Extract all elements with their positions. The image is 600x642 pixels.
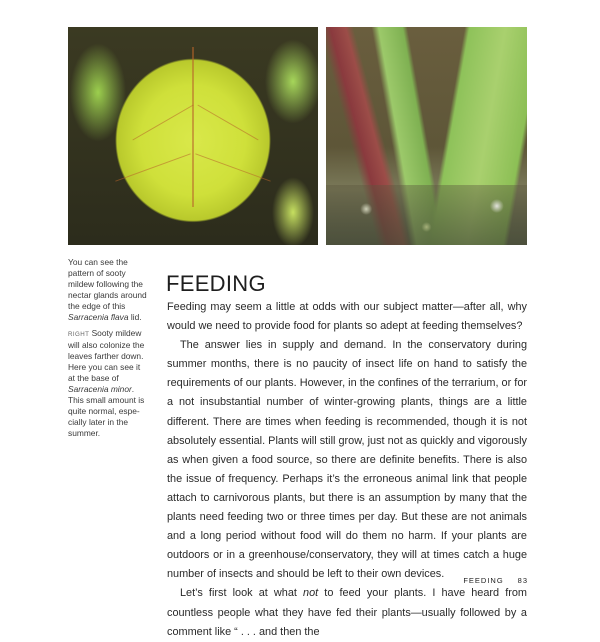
body-paragraph: Feeding may seem a little at odds with our subject matter—after all, why would we need to provide food for plants so adept at feeding themselves? [167,301,527,333]
soil-texture [326,185,527,245]
section-heading: FEEDING [166,271,266,296]
caption-position-label: RIGHT [68,331,90,338]
caption-right: RIGHT Sooty mildew will also colonize the leaves farther down. Here you can see it at the base of Sarracenia minor. This small amount is quite normal, espe-cially later in the summer. [68,328,145,438]
running-head: FEEDING [463,576,504,585]
body-text [167,298,527,642]
caption-left: You can see the pattern of sooty mildew following the nectar glands around the edge of this Sarracenia flava lid. [68,257,147,322]
photo-caption [68,257,148,444]
body-paragraph: The answer lies in supply and demand. In the conservatory during summer months, there is no paucity of insect life on hand to satisfy the requirements of our plants. However, in the confines of the terrarium, or for a not insubstantial number of winter-growing plants, things are a little different. There are times when feeding is recommended, though it is not absolutely essential. Plants will still grow, just not as quickly and vigorously as when given a food source, so there are definite benefits. There is also the issue of frequency. Perhaps it’s the erroneous animal link that people attach to carnivorous plants, but there is an assumption by many that the plants need feeding two or three times per day. But these are not animals and a long period without food will do them no harm. If your plants are outdoors or in a greenhouse/conservatory, they will at times catch a huge number of insects and should be left to their own devices. [167,339,527,581]
page-number: 83 [517,576,528,585]
sarracenia-minor-base-photo [326,27,527,245]
page-footer [440,576,528,585]
sarracenia-flava-lid-photo [68,27,318,245]
body-paragraph: Let’s first look at what not to feed your plants. I have heard from countless people what they have fed their plants—usually followed by a comment like “ . . . and then the [167,587,528,638]
